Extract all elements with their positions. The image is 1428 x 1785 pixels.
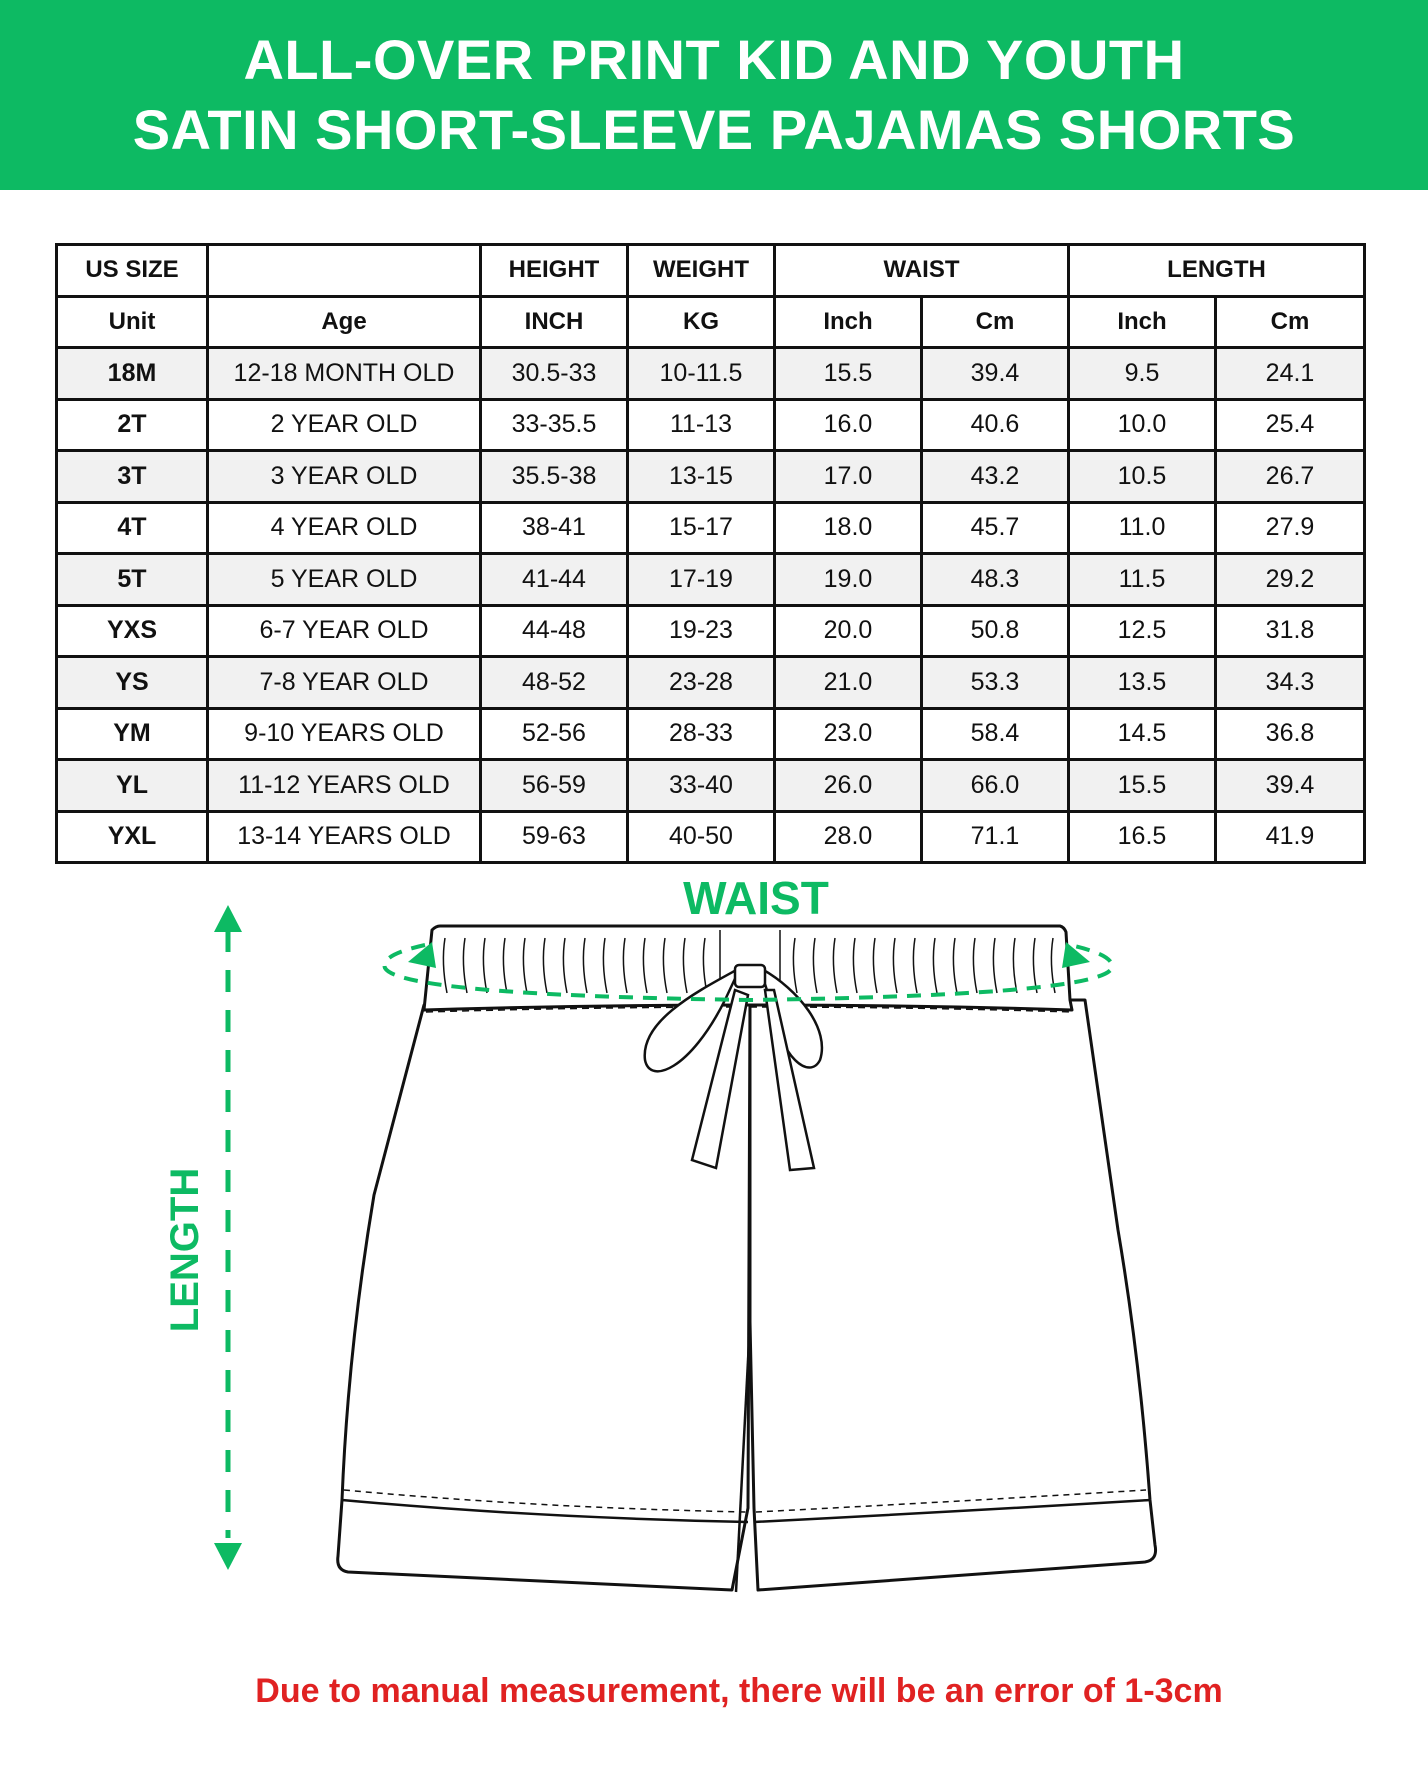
shorts-outline-icon: [338, 926, 1156, 1590]
waist-cm-header: Cm: [922, 296, 1069, 348]
height-cell: 35.5-38: [481, 451, 628, 503]
length-cm-header: Cm: [1216, 296, 1365, 348]
length-inch-cell: 11.0: [1069, 502, 1216, 554]
size-cell: YS: [57, 657, 208, 709]
length-arrow-icon: [214, 905, 242, 1570]
size-cell: 2T: [57, 399, 208, 451]
length-cm-cell: 31.8: [1216, 605, 1365, 657]
age-cell: 9-10 YEARS OLD: [208, 708, 481, 760]
length-inch-cell: 13.5: [1069, 657, 1216, 709]
height-cell: 52-56: [481, 708, 628, 760]
age-cell: 5 YEAR OLD: [208, 554, 481, 606]
height-cell: 30.5-33: [481, 348, 628, 400]
waist-inch-cell: 18.0: [775, 502, 922, 554]
waist-cm-cell: 50.8: [922, 605, 1069, 657]
title-line-1: ALL-OVER PRINT KID AND YOUTH: [243, 28, 1185, 91]
length-inch-header: Inch: [1069, 296, 1216, 348]
waist-cm-cell: 45.7: [922, 502, 1069, 554]
size-cell: 18M: [57, 348, 208, 400]
length-cm-cell: 26.7: [1216, 451, 1365, 503]
title-line-2: SATIN SHORT-SLEEVE PAJAMAS SHORTS: [132, 98, 1296, 161]
length-inch-cell: 16.5: [1069, 811, 1216, 863]
waist-inch-cell: 26.0: [775, 760, 922, 812]
length-inch-cell: 12.5: [1069, 605, 1216, 657]
waist-inch-cell: 20.0: [775, 605, 922, 657]
age-cell: 11-12 YEARS OLD: [208, 760, 481, 812]
age-cell: 12-18 MONTH OLD: [208, 348, 481, 400]
waist-inch-cell: 17.0: [775, 451, 922, 503]
measurement-note: Due to manual measurement, there will be an error of 1-3cm: [255, 1672, 1223, 1710]
weight-kg-header: KG: [628, 296, 775, 348]
waist-cm-cell: 66.0: [922, 760, 1069, 812]
length-cm-cell: 25.4: [1216, 399, 1365, 451]
waist-inch-cell: 16.0: [775, 399, 922, 451]
weight-cell: 13-15: [628, 451, 775, 503]
length-inch-cell: 11.5: [1069, 554, 1216, 606]
size-cell: YM: [57, 708, 208, 760]
waist-inch-header: Inch: [775, 296, 922, 348]
size-cell: 5T: [57, 554, 208, 606]
height-cell: 33-35.5: [481, 399, 628, 451]
length-cm-cell: 27.9: [1216, 502, 1365, 554]
length-inch-cell: 10.5: [1069, 451, 1216, 503]
height-cell: 48-52: [481, 657, 628, 709]
weight-cell: 15-17: [628, 502, 775, 554]
waist-cm-cell: 53.3: [922, 657, 1069, 709]
weight-cell: 17-19: [628, 554, 775, 606]
length-inch-cell: 10.0: [1069, 399, 1216, 451]
weight-cell: 10-11.5: [628, 348, 775, 400]
size-cell: 3T: [57, 451, 208, 503]
waist-cm-cell: 71.1: [922, 811, 1069, 863]
waist-inch-cell: 23.0: [775, 708, 922, 760]
waist-cm-cell: 40.6: [922, 399, 1069, 451]
waist-cm-cell: 58.4: [922, 708, 1069, 760]
height-header: HEIGHT: [481, 245, 628, 297]
waist-inch-cell: 28.0: [775, 811, 922, 863]
unit-header: Unit: [57, 296, 208, 348]
weight-cell: 23-28: [628, 657, 775, 709]
length-inch-cell: 15.5: [1069, 760, 1216, 812]
waist-inch-cell: 21.0: [775, 657, 922, 709]
height-inch-header: INCH: [481, 296, 628, 348]
waist-cm-cell: 48.3: [922, 554, 1069, 606]
size-cell: 4T: [57, 502, 208, 554]
length-label: LENGTH: [163, 1167, 207, 1333]
length-cm-cell: 41.9: [1216, 811, 1365, 863]
age-header: Age: [208, 296, 481, 348]
waist-cm-cell: 43.2: [922, 451, 1069, 503]
us-size-header: US SIZE: [57, 245, 208, 297]
weight-cell: 19-23: [628, 605, 775, 657]
height-cell: 59-63: [481, 811, 628, 863]
size-cell: YXL: [57, 811, 208, 863]
weight-cell: 28-33: [628, 708, 775, 760]
age-cell: 13-14 YEARS OLD: [208, 811, 481, 863]
size-cell: YXS: [57, 605, 208, 657]
age-cell: 3 YEAR OLD: [208, 451, 481, 503]
length-cm-cell: 34.3: [1216, 657, 1365, 709]
height-cell: 38-41: [481, 502, 628, 554]
weight-cell: 11-13: [628, 399, 775, 451]
length-cm-cell: 39.4: [1216, 760, 1365, 812]
height-cell: 56-59: [481, 760, 628, 812]
waist-cm-cell: 39.4: [922, 348, 1069, 400]
age-cell: 4 YEAR OLD: [208, 502, 481, 554]
age-cell: 6-7 YEAR OLD: [208, 605, 481, 657]
waist-inch-cell: 19.0: [775, 554, 922, 606]
height-cell: 44-48: [481, 605, 628, 657]
waist-inch-cell: 15.5: [775, 348, 922, 400]
length-inch-cell: 14.5: [1069, 708, 1216, 760]
waist-header: WAIST: [775, 245, 1069, 297]
weight-cell: 33-40: [628, 760, 775, 812]
size-cell: YL: [57, 760, 208, 812]
length-cm-cell: 36.8: [1216, 708, 1365, 760]
length-cm-cell: 24.1: [1216, 348, 1365, 400]
length-cm-cell: 29.2: [1216, 554, 1365, 606]
length-inch-cell: 9.5: [1069, 348, 1216, 400]
weight-cell: 40-50: [628, 811, 775, 863]
age-cell: 7-8 YEAR OLD: [208, 657, 481, 709]
age-cell: 2 YEAR OLD: [208, 399, 481, 451]
waist-label: WAIST: [683, 872, 829, 924]
height-cell: 41-44: [481, 554, 628, 606]
weight-header: WEIGHT: [628, 245, 775, 297]
length-header: LENGTH: [1069, 245, 1365, 297]
